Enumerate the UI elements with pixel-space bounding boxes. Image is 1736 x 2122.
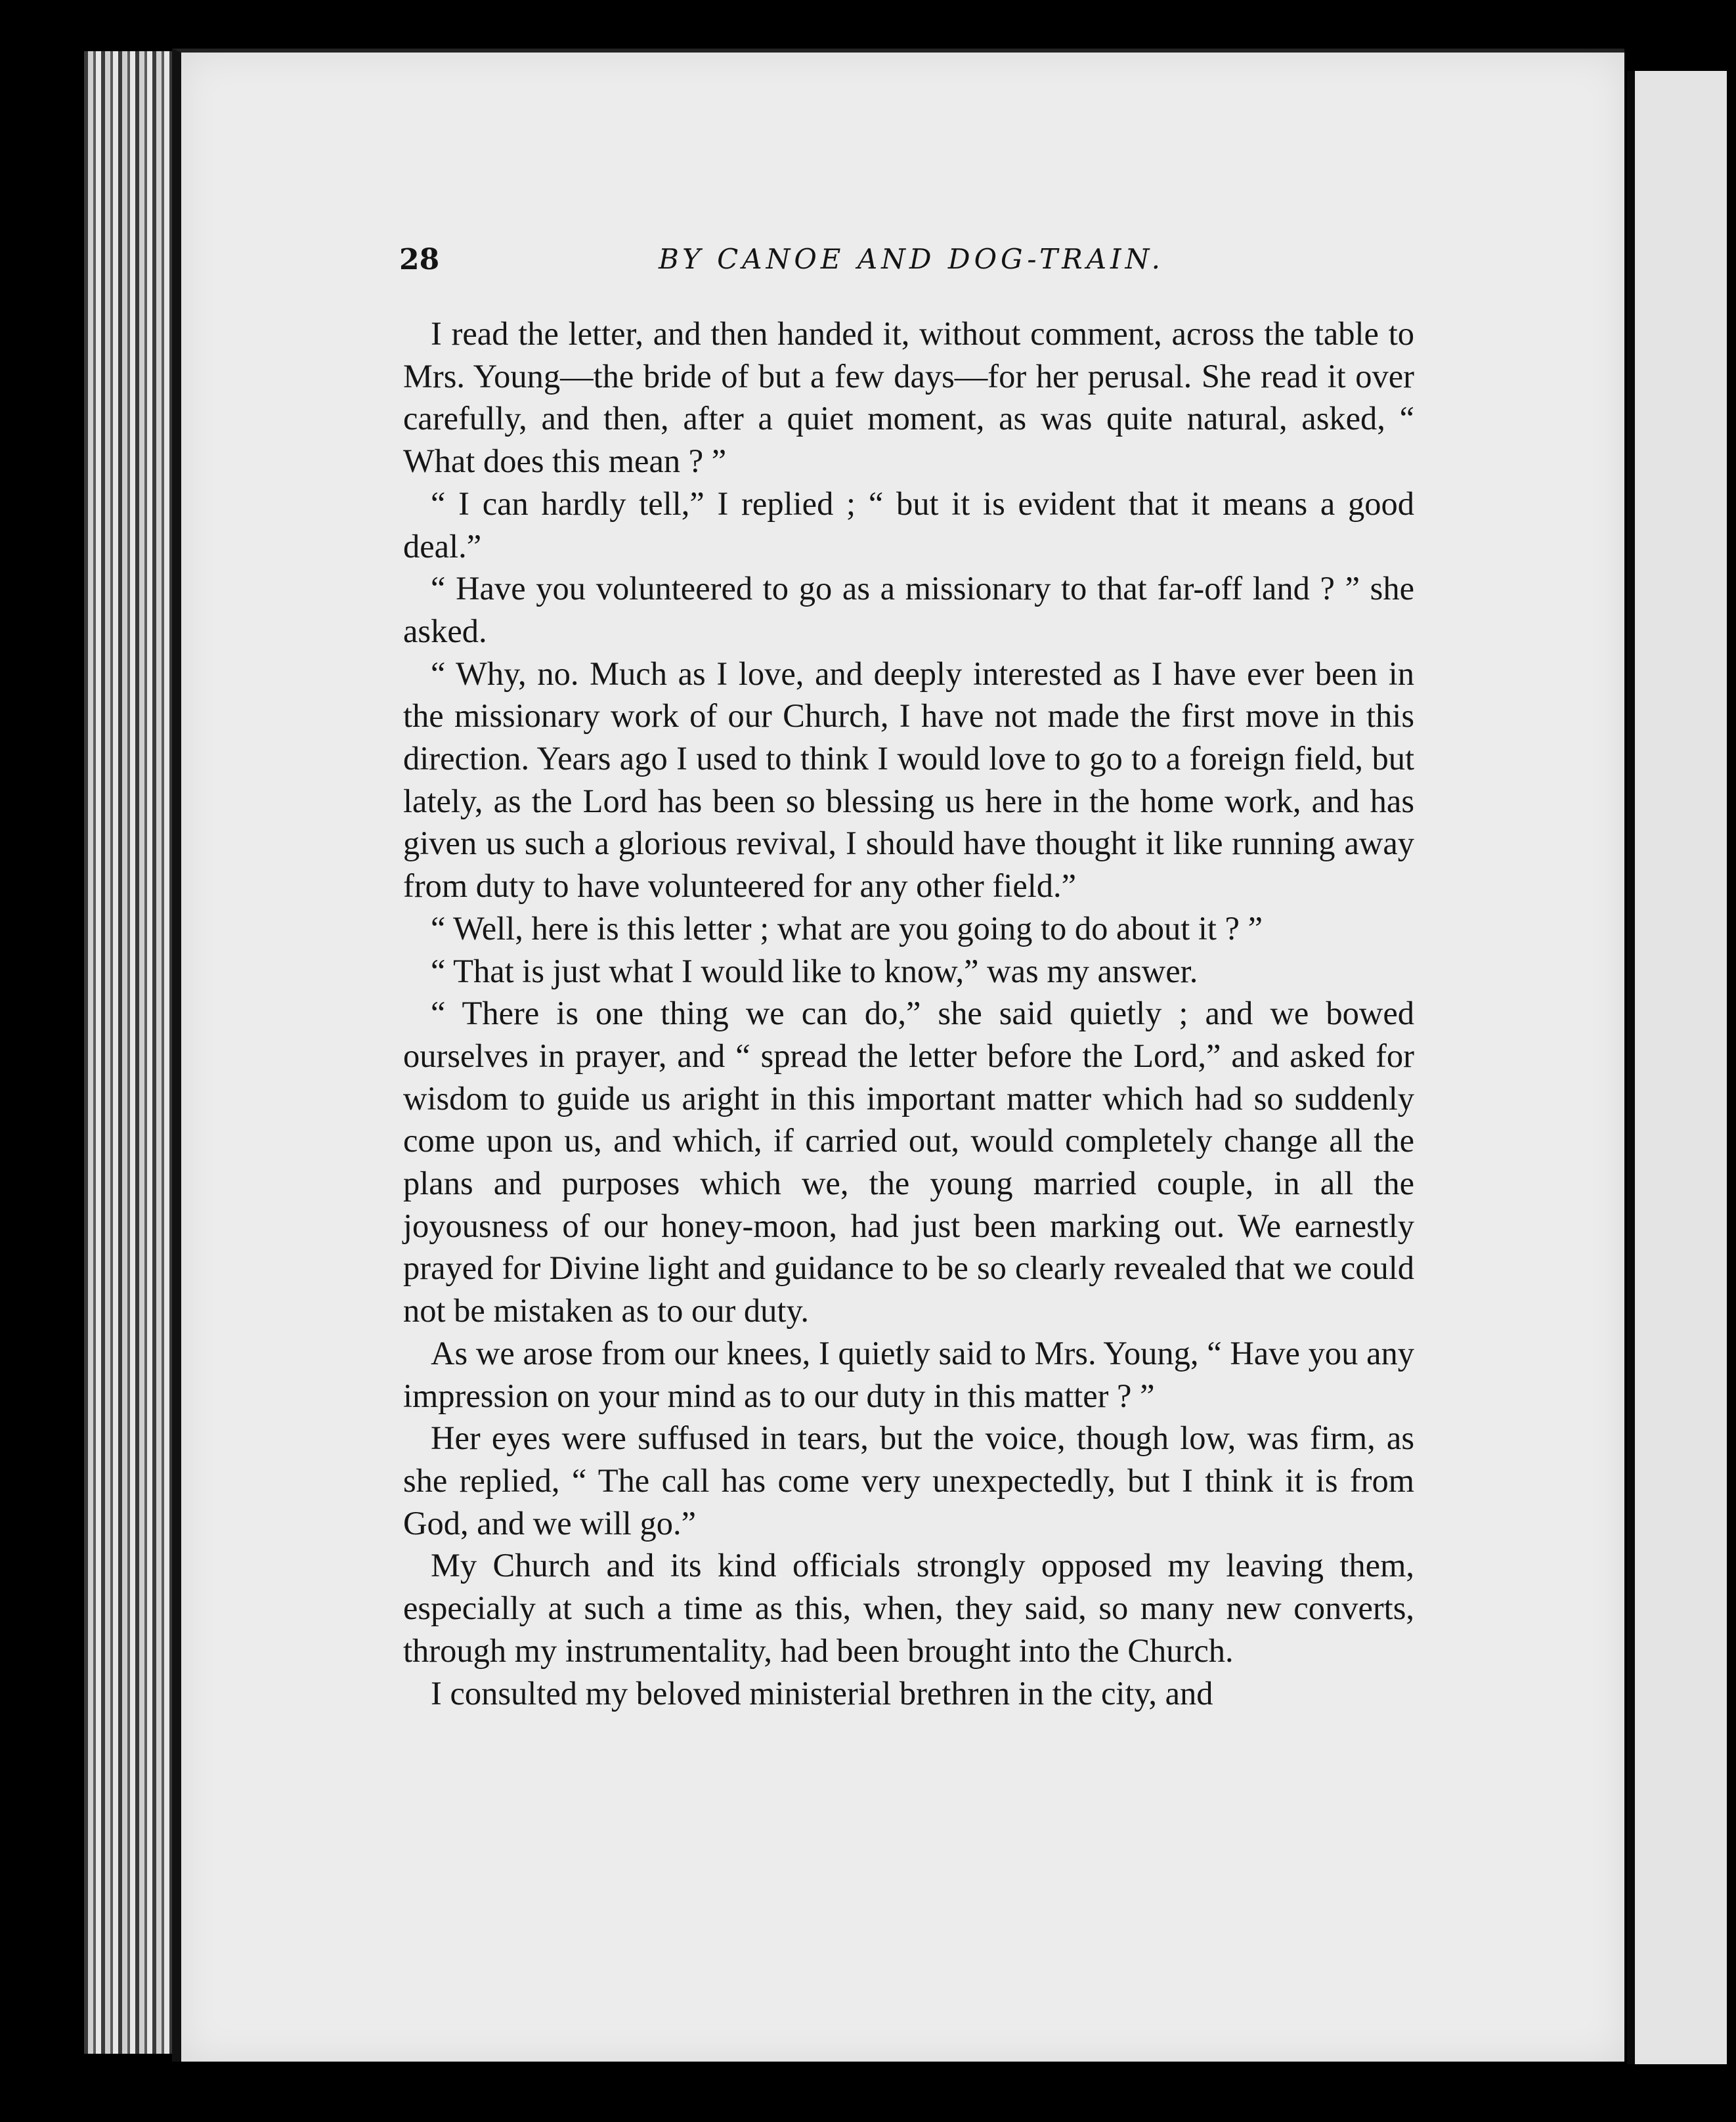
paragraph: Her eyes were suffused in tears, but the voice, though low, was firm, as she replied, “ The call has come very unexpectedly, but I think it is from God, and we will go.” [403,1419,1414,1542]
paragraph: “ There is one thing we can do,” she said quietly ; and we bowed ourselves in prayer, and “ spread the letter before the Lord,” and asked for wisdom to guide us aright in this important matter which had so suddenly come upon us, and which, if carried out, would completely change all the plans and purposes which we, the young married couple, in all the joyousness of our honey-moon, had just been marking out. We earnestly prayed for Divine light and guidance to be so clearly revealed that we could not be mistaken as to our duty. [403,995,1414,1330]
facing-page-edge [1627,71,1727,2064]
book-title: BY CANOE AND DOG-TRAIN. [658,243,1165,275]
page-number: 28 [399,243,440,276]
paragraph: “ Why, no. Much as I love, and deeply interested as I have ever been in the missionary work of our Church, I have not made the first move in this direction. Years ago I used to think I would love to go to a foreign field, but lately, as the Lord has been so blessing us here in the home work, and has given us such a glorious revival, I should have thought it like running away from duty to have volunteered for any other field.” [403,655,1414,905]
paragraph: I read the letter, and then handed it, without comment, across the table to Mrs. Young—the bride of but a few days—for her perusal. She read it over carefully, and then, after a quiet moment, as was quite natural, asked, “ What does this mean ? ” [403,315,1414,480]
paragraph: “ Well, here is this letter ; what are you going to do about it ? ” [431,909,1263,947]
paragraph: My Church and its kind officials strongly opposed my leaving them, especially at such a time as this, when, they said, so many new converts, through my instrumentality, had been brought into the Church. [403,1547,1414,1669]
paragraph: I consulted my beloved ministerial brethren in the city, and [431,1674,1213,1712]
paragraph: As we arose from our knees, I quietly said to Mrs. Young, “ Have you any impression on your mind as to our duty in this matter ? ” [403,1334,1414,1414]
paragraph: “ That is just what I would like to know,” was my answer. [431,952,1198,989]
page-edges [84,51,183,2054]
paragraph: “ Have you volunteered to go as a missionary to that far-off land ? ” she asked. [403,570,1414,649]
paragraph: “ I can hardly tell,” I replied ; “ but it is evident that it means a good deal.” [403,485,1414,565]
running-head [399,243,1423,289]
body-text [403,313,1414,1714]
